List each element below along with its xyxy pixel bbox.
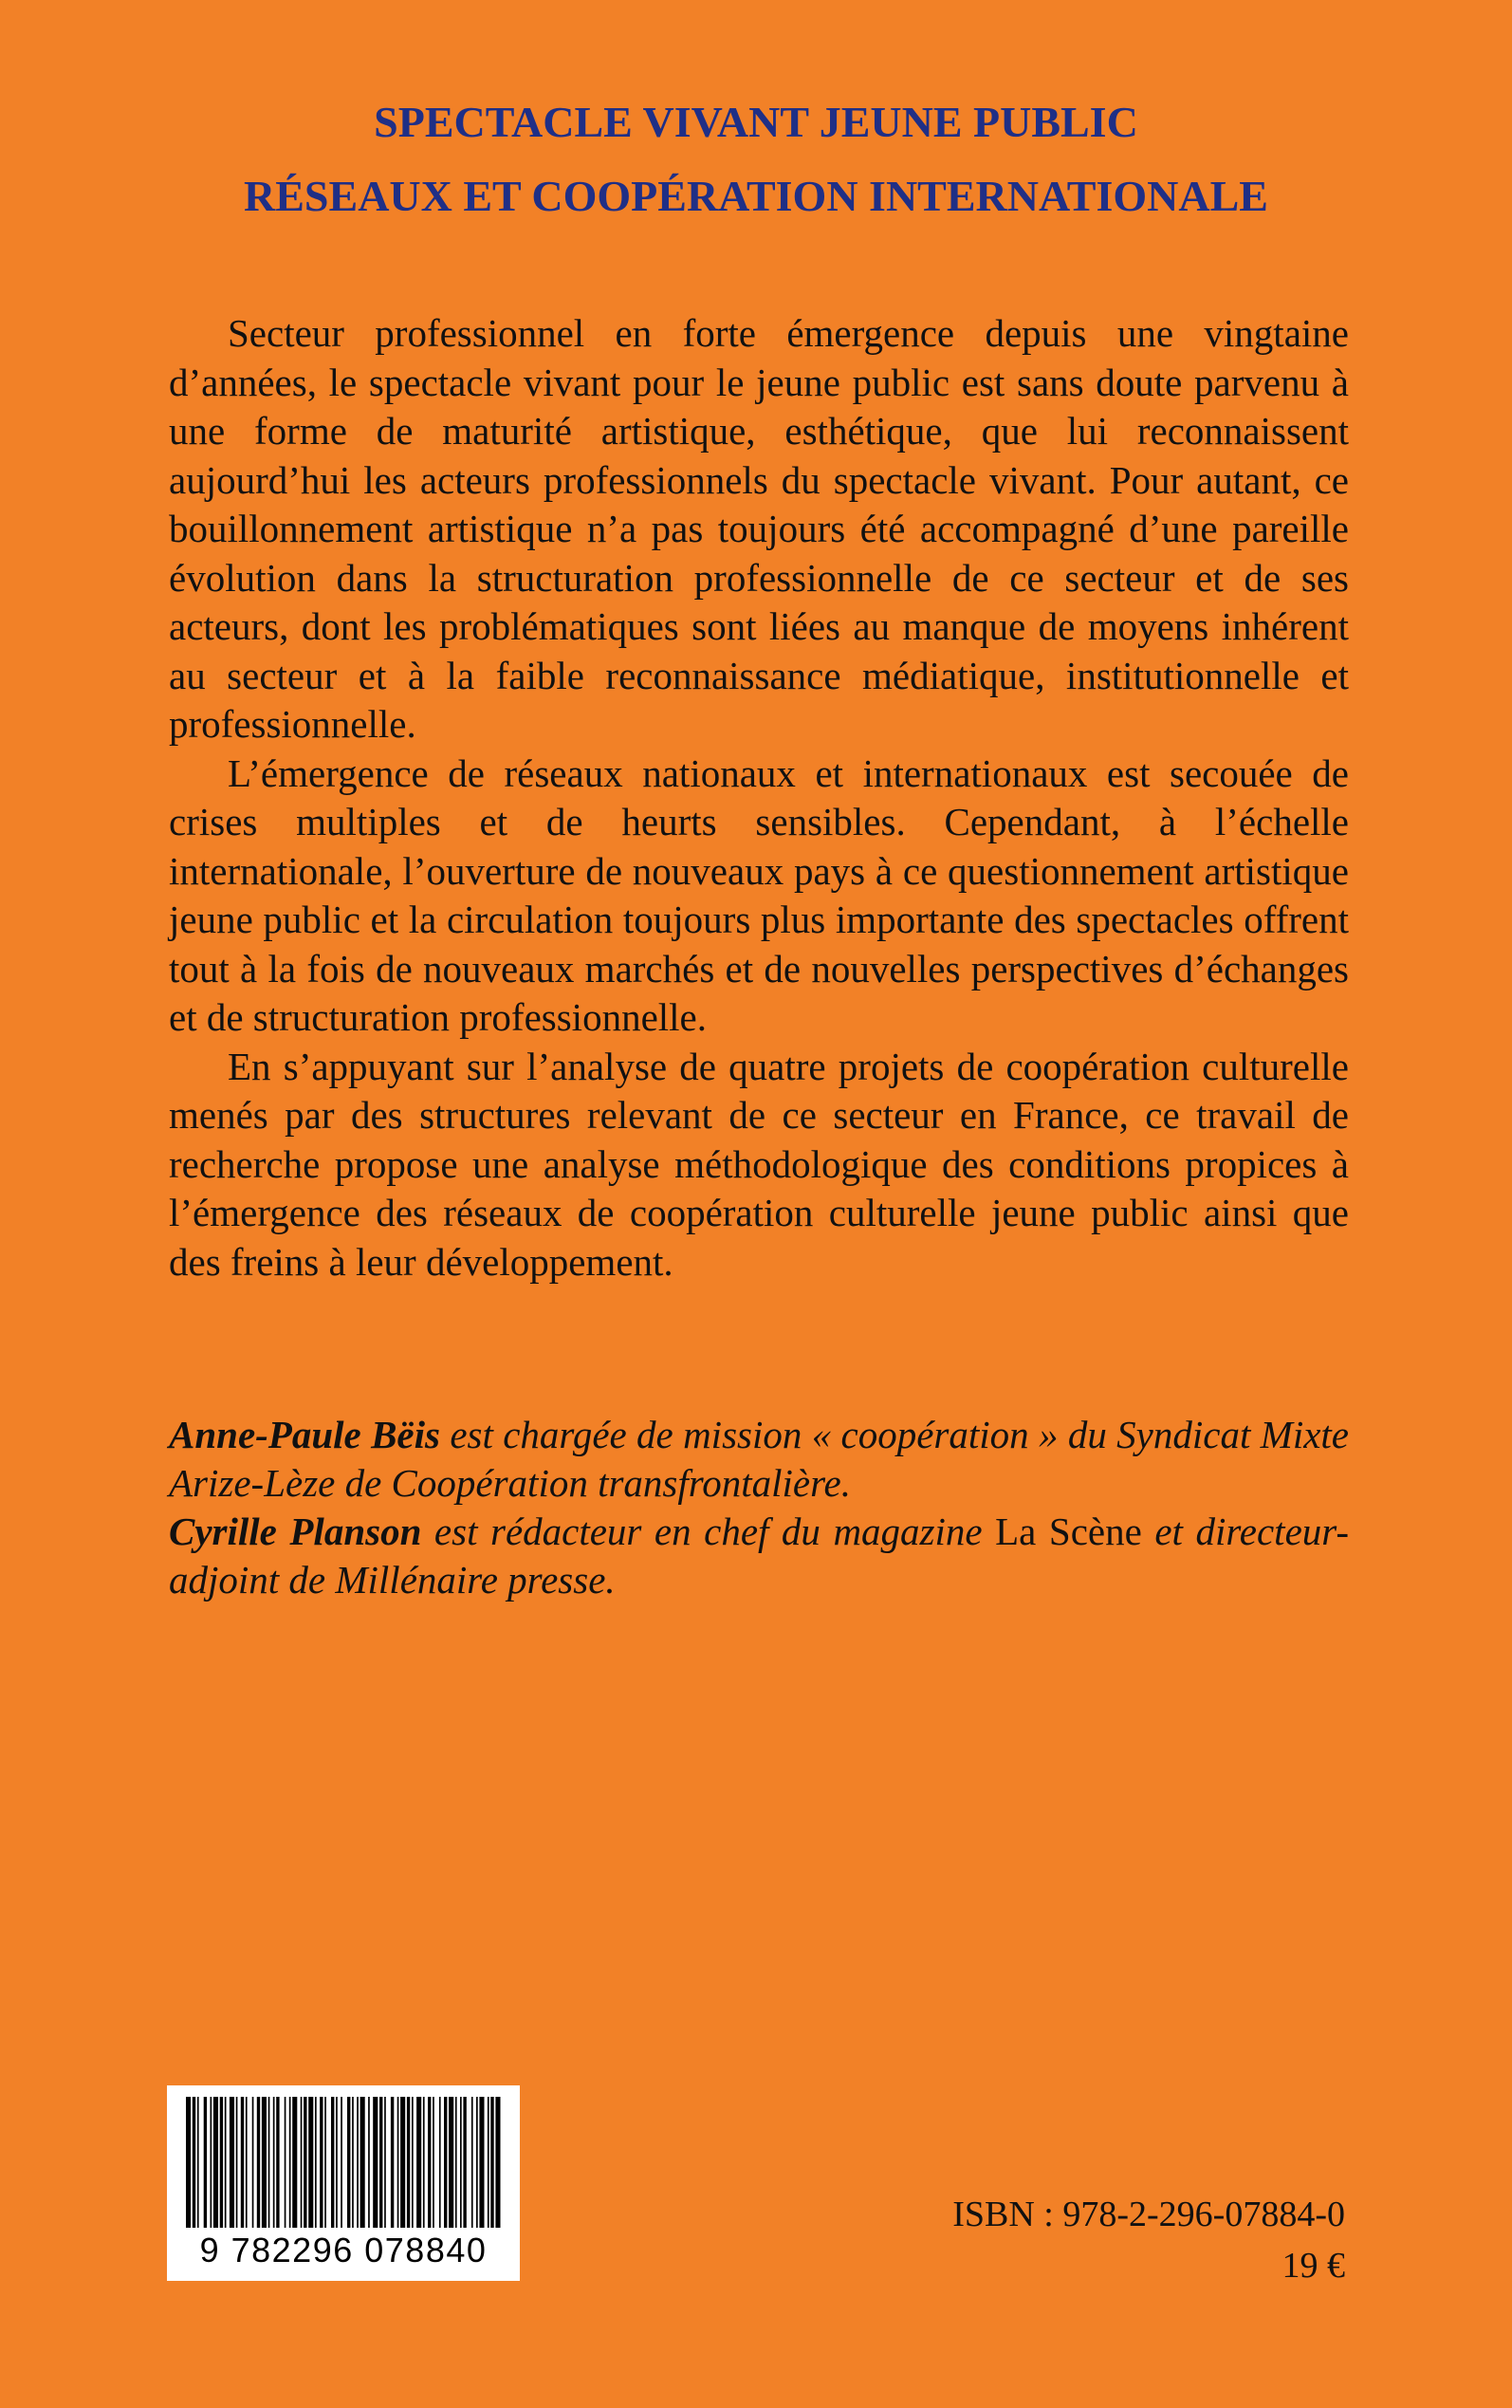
barcode-bar — [400, 2097, 405, 2235]
barcode-bar — [236, 2097, 238, 2235]
barcode-bar — [193, 2097, 195, 2235]
author-2-bio — [169, 1508, 1349, 1604]
barcode-bar — [407, 2097, 410, 2235]
author-1-name: Anne-Paule Bëis — [169, 1413, 440, 1456]
author-2-description-b: et directeur-adjoint de Millénaire presse. — [169, 1510, 1350, 1602]
barcode-bar — [397, 2097, 399, 2235]
summary-paragraph-2: L’émergence de réseaux nationaux et internationaux est secouée de crises multiples et de heurts sensibles. Cependant, à l’échelle internationale, l’ouverture de nouveaux pays à ce questionnement artistique jeune public et la circulation toujours plus importante des spectacles offrent tout à la fois de nouveaux marchés et de nouvelles perspectives d’échanges et de structuration professionnelle. — [169, 750, 1349, 1039]
summary-paragraph-1: Secteur professionnel en forte émergence depuis une vingtaine d’années, le spectacle vivant pour le jeune public est sans doute parvenu à une forme de maturité artistique, esthétique, que lui reconnaissent aujourd’hui les acteurs professionnels du spectacle vivant. Pour autant, ce bouillonnement artistique n’a pas toujours été accompagné d’une pareille évolution dans la structuration professionnelle de ce secteur et de ses acteurs, dont les problématiques sont liées au manque de moyens inhérent au secteur et à la faible reconnaissance médiatique, institutionnelle et professionnelle. — [169, 311, 1349, 746]
barcode-bar — [490, 2097, 493, 2235]
barcode-bar — [211, 2097, 212, 2235]
barcode-bar — [220, 2097, 223, 2235]
barcode-bar — [412, 2097, 414, 2235]
magazine-title: La Scène — [995, 1510, 1142, 1553]
barcode-bar — [301, 2097, 303, 2235]
barcode-bar — [186, 2097, 191, 2235]
barcode-bar — [368, 2097, 370, 2235]
barcode-bar — [320, 2097, 323, 2235]
barcode-bar — [357, 2097, 359, 2235]
summary-paragraph-3: En s’appuyant sur l’analyse de quatre projets de coopération culturelle menés par des structures relevant de ce secteur en France, ce travail de recherche propose une analyse méthodologique des conditions propices à l’émergence des réseaux de coopération culturelle jeune public ainsi que des freins à leur développement. — [169, 1044, 1349, 1284]
summary-text — [169, 309, 1349, 1287]
author-2-description-a: est rédacteur en chef du magazine — [433, 1510, 983, 1553]
barcode-bar — [308, 2097, 313, 2235]
barcode-bar — [488, 2097, 489, 2235]
title-line-2: RÉSEAUX ET COOPÉRATION INTERNATIONALE — [244, 172, 1268, 220]
barcode-bar — [384, 2097, 386, 2235]
barcode-bar — [292, 2097, 297, 2235]
barcode-digits: 9 782296 078840 — [175, 2228, 512, 2273]
barcode-bar — [460, 2097, 462, 2235]
author-1-description: est chargée de mission « coopération » du Syndicat Mixte Arize-Lèze de Coopération transfrontalière. — [169, 1413, 1350, 1505]
barcode-bar — [341, 2097, 342, 2235]
barcode-bar — [197, 2097, 199, 2235]
barcode-bar — [230, 2097, 234, 2235]
barcode-bar — [285, 2097, 286, 2235]
barcode-bar — [273, 2097, 275, 2235]
barcode-bar — [331, 2097, 334, 2235]
barcode-bar — [391, 2097, 394, 2235]
barcode-bar — [379, 2097, 382, 2235]
barcode-bar — [252, 2097, 254, 2235]
barcode-bar — [241, 2097, 244, 2235]
barcode-bar — [479, 2097, 484, 2235]
barcode-bar — [471, 2097, 473, 2235]
barcode-bar — [449, 2097, 453, 2235]
barcode-bar — [416, 2097, 421, 2235]
barcode-bar — [455, 2097, 457, 2235]
barcode-bar — [257, 2097, 260, 2235]
barcode-bar — [439, 2097, 441, 2235]
author-1-bio — [169, 1411, 1349, 1508]
barcode-bar — [289, 2097, 291, 2235]
barcode-bar — [268, 2097, 270, 2235]
barcode-bar — [262, 2097, 267, 2235]
barcode-bar — [204, 2097, 207, 2235]
barcode-bar — [476, 2097, 478, 2235]
author-bios — [169, 1411, 1349, 1604]
barcode-bar — [352, 2097, 354, 2235]
barcode-bar — [495, 2097, 500, 2235]
isbn-barcode — [167, 2085, 520, 2281]
barcode-bar — [423, 2097, 425, 2235]
barcode-bar — [246, 2097, 248, 2235]
barcode-bar — [433, 2097, 434, 2235]
barcode-bar — [304, 2097, 306, 2235]
barcode-bar — [225, 2097, 227, 2235]
barcode-bar — [463, 2097, 466, 2235]
barcode-bar — [276, 2097, 279, 2235]
barcode-bar — [213, 2097, 218, 2235]
barcode-bar — [336, 2097, 338, 2235]
barcode-bar — [444, 2097, 447, 2235]
barcode-bar — [324, 2097, 326, 2235]
isbn-number: ISBN : 978-2-296-07884-0 — [952, 2195, 1345, 2234]
title-line-1: SPECTACLE VIVANT JEUNE PUBLIC — [374, 98, 1138, 146]
price: 19 € — [1282, 2246, 1345, 2286]
barcode-bar — [360, 2097, 365, 2235]
author-2-name: Cyrille Planson — [169, 1510, 422, 1553]
barcode-bar — [373, 2097, 378, 2235]
barcode-bar — [428, 2097, 431, 2235]
barcode-bar — [347, 2097, 350, 2235]
barcode-bar — [315, 2097, 317, 2235]
